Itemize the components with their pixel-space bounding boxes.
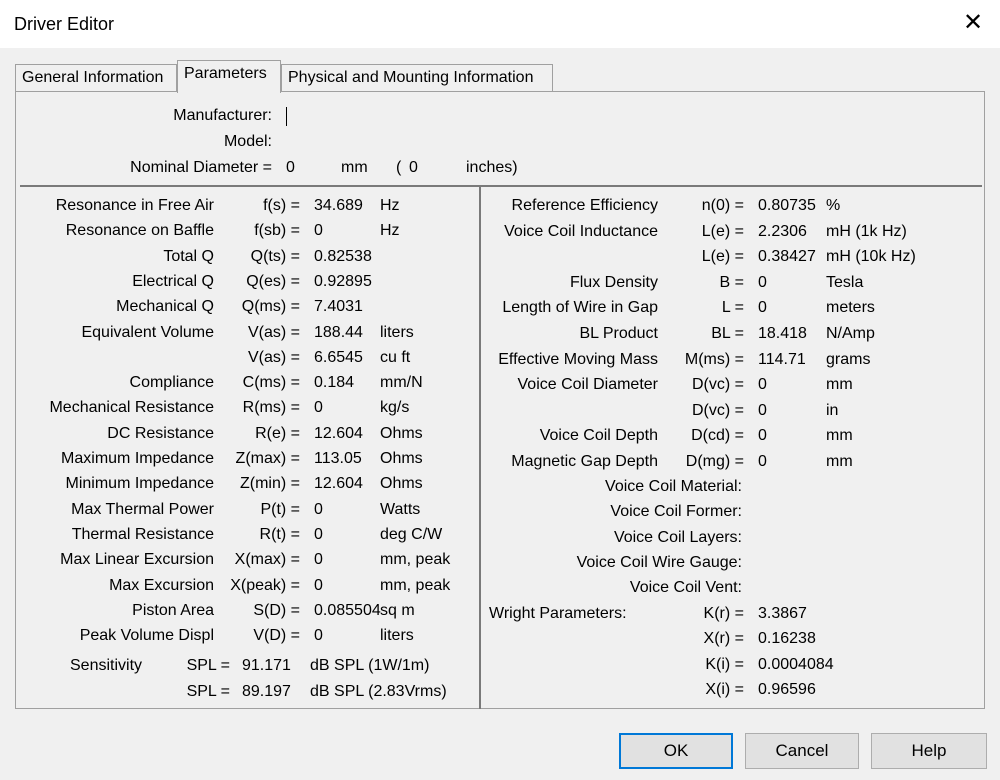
param-value[interactable]: 0.184: [314, 374, 355, 392]
tab-parameters[interactable]: Parameters: [177, 60, 281, 93]
param-label: Max Thermal Power: [71, 500, 214, 518]
param-symbol: L(e) =: [701, 248, 744, 266]
voice-coil-field-label: Voice Coil Material:: [605, 478, 742, 495]
param-symbol: f(s) =: [263, 197, 300, 214]
param-label: Electrical Q: [132, 272, 214, 290]
param-symbol: L(e) =: [701, 222, 744, 240]
param-unit: mm/N: [380, 374, 423, 392]
param-unit: in: [826, 401, 839, 419]
param-value[interactable]: 18.418: [758, 325, 807, 342]
nominal-diameter-unit: mm: [341, 159, 368, 176]
param-label: Piston Area: [132, 601, 214, 619]
param-unit: mH (10k Hz): [826, 248, 916, 266]
param-symbol: X(peak) =: [230, 576, 300, 594]
param-symbol: D(vc) =: [692, 376, 744, 394]
param-unit: cu ft: [380, 348, 411, 366]
param-symbol: Z(max) =: [235, 450, 300, 467]
param-symbol: f(sb) =: [254, 222, 300, 240]
param-unit: kg/s: [380, 399, 410, 417]
param-unit: Ohms: [380, 450, 423, 467]
inches-open-paren: (: [396, 159, 402, 176]
tab-general-information[interactable]: General Information: [15, 64, 177, 91]
spl-unit: dB SPL (2.83Vrms): [310, 682, 447, 700]
wright-value[interactable]: 3.3867: [758, 605, 807, 622]
param-value[interactable]: 7.4031: [314, 298, 363, 316]
param-value[interactable]: 0.82538: [314, 247, 372, 265]
param-symbol: S(D) =: [253, 601, 300, 619]
param-value[interactable]: 6.6545: [314, 348, 363, 366]
param-unit: Hz: [380, 222, 400, 240]
param-unit: Tesla: [826, 273, 864, 291]
param-unit: mm: [826, 376, 853, 394]
column-divider: [479, 187, 481, 709]
param-label: Total Q: [163, 247, 214, 265]
header-divider: [20, 185, 982, 187]
param-unit: grams: [826, 350, 871, 368]
param-label: Thermal Resistance: [71, 525, 214, 543]
nominal-diameter-value[interactable]: 0: [286, 159, 295, 176]
param-label: Equivalent Volume: [81, 323, 214, 341]
param-symbol: V(as) =: [247, 348, 300, 366]
param-label: Length of Wire in Gap: [502, 299, 658, 317]
voice-coil-field-label: Voice Coil Former:: [610, 503, 742, 521]
wright-symbol: X(i) =: [705, 680, 744, 698]
sensitivity-label: Sensitivity: [70, 657, 143, 674]
param-value[interactable]: 0: [758, 376, 767, 394]
spl-unit: dB SPL (1W/1m): [310, 657, 430, 674]
param-unit: mm, peak: [380, 551, 451, 569]
param-value[interactable]: 0: [314, 222, 323, 240]
wright-symbol: K(i) =: [705, 655, 744, 673]
param-symbol: B =: [719, 273, 744, 291]
param-value[interactable]: 0: [314, 500, 323, 518]
model-label: Model:: [223, 133, 272, 150]
wright-value[interactable]: 0.16238: [758, 630, 816, 648]
param-label: Mechanical Resistance: [49, 399, 214, 417]
param-value[interactable]: 0.80735: [758, 197, 816, 214]
param-symbol: BL =: [711, 325, 744, 342]
close-icon[interactable]: ✕: [962, 9, 984, 36]
param-label: Voice Coil Depth: [539, 427, 658, 445]
title-bar: [0, 0, 1000, 48]
voice-coil-field-label: Voice Coil Vent:: [629, 579, 742, 597]
param-value[interactable]: 0.92895: [314, 272, 372, 290]
text-cursor: [286, 107, 287, 126]
param-value[interactable]: 0: [758, 273, 767, 291]
param-symbol: R(e) =: [255, 424, 300, 442]
param-value[interactable]: 0.38427: [758, 248, 816, 266]
inches-value[interactable]: 0: [409, 159, 418, 176]
param-value[interactable]: 0: [758, 299, 767, 317]
wright-parameters-label: Wright Parameters:: [489, 605, 627, 622]
param-unit: Hz: [380, 197, 400, 214]
param-label: BL Product: [579, 325, 658, 342]
param-symbol: V(D) =: [253, 627, 300, 645]
param-value[interactable]: 0: [758, 401, 767, 419]
param-symbol: D(mg) =: [685, 453, 744, 470]
param-unit: deg C/W: [380, 525, 443, 543]
param-label: Effective Moving Mass: [498, 350, 658, 368]
inches-label: inches): [466, 159, 518, 176]
param-label: DC Resistance: [107, 424, 214, 442]
param-value[interactable]: 0: [758, 427, 767, 445]
param-value[interactable]: 34.689: [314, 197, 363, 214]
param-value[interactable]: 114.71: [758, 350, 806, 368]
param-symbol: Q(ms) =: [241, 298, 300, 316]
param-value[interactable]: 0: [314, 576, 323, 594]
param-value[interactable]: 188.44: [314, 323, 363, 341]
param-symbol: L =: [721, 299, 744, 317]
param-value[interactable]: 12.604: [314, 475, 363, 493]
spl-value[interactable]: 89.197: [242, 682, 291, 700]
param-value[interactable]: 2.2306: [758, 222, 807, 240]
wright-symbol: K(r) =: [703, 605, 744, 622]
param-label: Voice Coil Inductance: [504, 222, 658, 240]
voice-coil-field-label: Voice Coil Layers:: [613, 528, 742, 546]
param-symbol: Z(min) =: [240, 475, 300, 493]
param-symbol: Q(es) =: [246, 272, 300, 290]
param-label: Maximum Impedance: [61, 450, 214, 467]
param-label: Reference Efficiency: [511, 197, 658, 214]
param-symbol: Q(ts) =: [250, 247, 300, 265]
param-unit: mm, peak: [380, 576, 451, 594]
param-symbol: P(t) =: [260, 500, 300, 518]
spl-symbol: SPL =: [186, 657, 230, 674]
param-unit: meters: [826, 299, 875, 317]
manufacturer-label: Manufacturer:: [173, 107, 272, 124]
param-symbol: C(ms) =: [242, 374, 300, 392]
param-symbol: n(0) =: [701, 197, 744, 214]
window-title: Driver Editor: [14, 14, 115, 34]
param-unit: mH (1k Hz): [826, 222, 907, 240]
param-symbol: D(cd) =: [691, 427, 744, 445]
param-value[interactable]: 0: [314, 627, 323, 645]
voice-coil-field-label: Voice Coil Wire Gauge:: [576, 553, 742, 571]
wright-value[interactable]: 0.0004084: [758, 655, 834, 673]
param-label: Minimum Impedance: [65, 475, 214, 493]
param-unit: Ohms: [380, 424, 423, 442]
param-label: Max Excursion: [109, 576, 214, 594]
param-value[interactable]: 0: [758, 453, 767, 470]
param-label: Voice Coil Diameter: [517, 376, 658, 394]
param-unit: N/Amp: [826, 325, 875, 342]
param-value[interactable]: 0: [314, 525, 323, 543]
spl-value[interactable]: 91.171: [242, 657, 291, 674]
param-value[interactable]: 0.085504: [314, 601, 381, 619]
param-unit: liters: [380, 627, 414, 645]
param-label: Max Linear Excursion: [60, 551, 214, 569]
param-label: Magnetic Gap Depth: [511, 453, 658, 470]
param-value[interactable]: 0: [314, 551, 323, 569]
param-symbol: X(max) =: [234, 551, 300, 569]
cancel-button[interactable]: Cancel: [745, 733, 859, 769]
help-button[interactable]: Help: [871, 733, 987, 769]
param-unit: Ohms: [380, 475, 423, 493]
param-unit: %: [826, 197, 841, 214]
param-label: Mechanical Q: [116, 298, 214, 316]
param-label: Peak Volume Displ: [79, 627, 214, 645]
param-unit: liters: [380, 323, 414, 341]
param-symbol: V(as) =: [247, 323, 300, 341]
wright-symbol: X(r) =: [703, 630, 744, 648]
param-unit: mm: [826, 453, 853, 470]
param-label: Flux Density: [569, 273, 658, 291]
nominal-diameter-label: Nominal Diameter =: [130, 159, 272, 176]
param-label: Resonance in Free Air: [55, 197, 214, 214]
tab-physical-mounting[interactable]: Physical and Mounting Information: [281, 64, 553, 91]
param-value[interactable]: 113.05: [314, 450, 362, 467]
param-unit: mm: [826, 427, 853, 445]
param-symbol: R(t) =: [259, 525, 300, 543]
param-value[interactable]: 12.604: [314, 424, 363, 442]
wright-value[interactable]: 0.96596: [758, 680, 816, 698]
param-value[interactable]: 0: [314, 399, 323, 417]
param-symbol: M(ms) =: [684, 350, 744, 368]
param-symbol: R(ms) =: [242, 399, 300, 417]
spl-symbol: SPL =: [186, 682, 230, 700]
param-symbol: D(vc) =: [692, 401, 744, 419]
param-label: Compliance: [129, 374, 214, 392]
param-unit: sq m: [380, 601, 415, 619]
ok-button[interactable]: OK: [619, 733, 733, 769]
param-unit: Watts: [380, 500, 421, 518]
param-label: Resonance on Baffle: [65, 222, 214, 240]
